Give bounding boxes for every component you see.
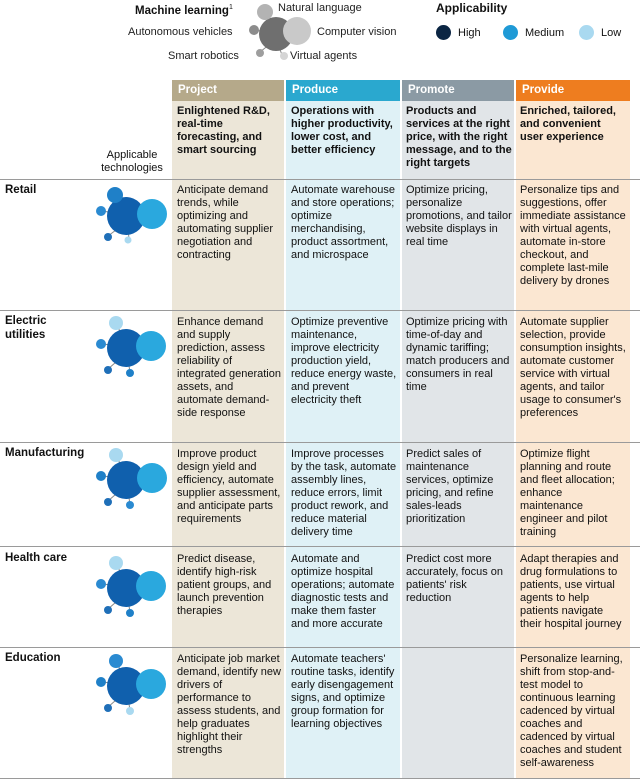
applicable-technologies-header: Applicable technologies bbox=[101, 149, 163, 174]
legend-computer-vision: Computer vision bbox=[317, 26, 397, 38]
low-label: Low bbox=[601, 26, 622, 39]
technology-cluster-health-care bbox=[88, 554, 172, 620]
technology-legend bbox=[0, 0, 420, 70]
cell-electric-utilities-project: Enhance demand and supply prediction, assess reliability of integrated generation assets, and automate demand-side response bbox=[177, 316, 281, 419]
technology-cluster-education bbox=[88, 652, 172, 718]
applicability-low bbox=[579, 25, 621, 40]
cell-manufacturing-provide: Optimize flight planning and route and fleet allocation; enhance maintenance engineer and pilot training bbox=[520, 448, 615, 538]
column-header-provide: Provide bbox=[516, 80, 630, 101]
cell-education-produce: Automate teachers' routine tasks, identify early disengagement signs, and optimize group formation for learning objectives bbox=[291, 653, 395, 730]
medium-dot bbox=[503, 25, 518, 40]
row-label-health-care: Health care bbox=[5, 552, 68, 564]
footnote-marker: 1 bbox=[228, 4, 233, 11]
technology-cluster-retail bbox=[88, 184, 172, 246]
cell-retail-project: Anticipate demand trends, while optimizing and automating supplier negotiation and contracting bbox=[177, 184, 274, 261]
applicability-medium bbox=[503, 25, 564, 40]
applicability-title: Applicability bbox=[436, 1, 508, 15]
cell-electric-utilities-promote: Optimize pricing with time-of-day and dynamic tariffing; match producers and consumers in real time bbox=[406, 316, 510, 393]
row-separator bbox=[0, 546, 640, 547]
row-label-manufacturing: Manufacturing bbox=[5, 447, 85, 459]
row-separator bbox=[0, 442, 640, 443]
applicability-high bbox=[436, 25, 481, 40]
cell-retail-provide: Personalize tips and suggestions, offer immediate assistance with virtual agents, automate in-store checkout, and complete last-mile delivery by drones bbox=[520, 184, 626, 287]
row-separator bbox=[0, 310, 640, 311]
cell-electric-utilities-produce: Optimize preventive maintenance, improve electricity production yield, reduce energy waste, and prevent electricity theft bbox=[291, 316, 397, 406]
column-subtitle-project: Enlightened R&D, real-time forecasting, and smart sourcing bbox=[177, 105, 270, 156]
legend-smart-robotics: Smart robotics bbox=[168, 50, 239, 62]
cell-health-care-promote: Predict cost more accurately, focus on patients' risk reduction bbox=[406, 553, 504, 604]
cell-manufacturing-project: Improve product design yield and efficiency, automate supplier assessment, and anticipate parts requirements bbox=[177, 448, 281, 525]
cell-manufacturing-produce: Improve processes by the task, automate assembly lines, reduce errors, limit product rework, and reduce material delivery time bbox=[291, 448, 397, 538]
row-separator bbox=[0, 778, 640, 779]
legend-machine-learning: Machine learning$^1$ bbox=[135, 4, 233, 17]
column-header-project: Project bbox=[172, 80, 284, 101]
cell-education-provide: Personalize learning, shift from stop-and-test model to continuous learning cadenced by virtual coaches and cadenced by virtual coaches and student self-awareness bbox=[520, 653, 623, 769]
row-label-education: Education bbox=[5, 652, 61, 664]
row-separator bbox=[0, 179, 640, 180]
legend-virtual-agents: Virtual agents bbox=[290, 50, 358, 62]
technology-cluster-manufacturing bbox=[88, 446, 172, 512]
cell-health-care-project: Predict disease, identify high-risk patient groups, and launch prevention therapies bbox=[177, 553, 272, 617]
row-separator bbox=[0, 647, 640, 648]
column-subtitle-provide: Enriched, tailored, and convenient user experience bbox=[520, 105, 616, 143]
row-label-electric-utilities: Electric utilities bbox=[5, 315, 47, 341]
high-label: High bbox=[458, 26, 481, 39]
column-subtitle-produce: Operations with higher productivity, lower cost, and better efficiency bbox=[291, 105, 393, 156]
legend-autonomous-vehicles: Autonomous vehicles bbox=[128, 26, 233, 38]
cell-education-project: Anticipate job market demand, identify new drivers of performance to assess students, and help graduates highlight their strengths bbox=[177, 653, 281, 756]
cell-retail-promote: Optimize pricing, personalize promotions, and tailor website displays in real time bbox=[406, 184, 512, 248]
technology-cluster-electric-utilities bbox=[88, 314, 172, 380]
cell-manufacturing-promote: Predict sales of maintenance services, optimize pricing, and refine sales-leads prioritization bbox=[406, 448, 494, 525]
column-header-produce: Produce bbox=[286, 80, 400, 101]
column-subtitle-promote: Products and services at the right price, with the right message, and to the right targets bbox=[406, 105, 512, 169]
legend-natural-language: Natural language bbox=[278, 2, 362, 14]
row-label-retail: Retail bbox=[5, 184, 37, 196]
cell-health-care-produce: Automate and optimize hospital operations; automate diagnostic tests and make them faster and more accurate bbox=[291, 553, 395, 630]
column-header-promote: Promote bbox=[402, 80, 514, 101]
applicability-legend bbox=[436, 0, 636, 50]
cell-electric-utilities-provide: Automate supplier selection, provide consumption insights, automate customer service with virtual agents, and tailor usage to consumer's preferences bbox=[520, 316, 626, 419]
medium-label: Medium bbox=[525, 26, 565, 39]
cell-retail-produce: Automate warehouse and store operations; optimize merchandising, product assortment, and microspace bbox=[291, 184, 395, 261]
high-dot bbox=[436, 25, 451, 40]
cell-health-care-provide: Adapt therapies and drug formulations to patients, use virtual agents to help patients navigate their hospital journey bbox=[520, 553, 622, 630]
low-dot bbox=[579, 25, 594, 40]
